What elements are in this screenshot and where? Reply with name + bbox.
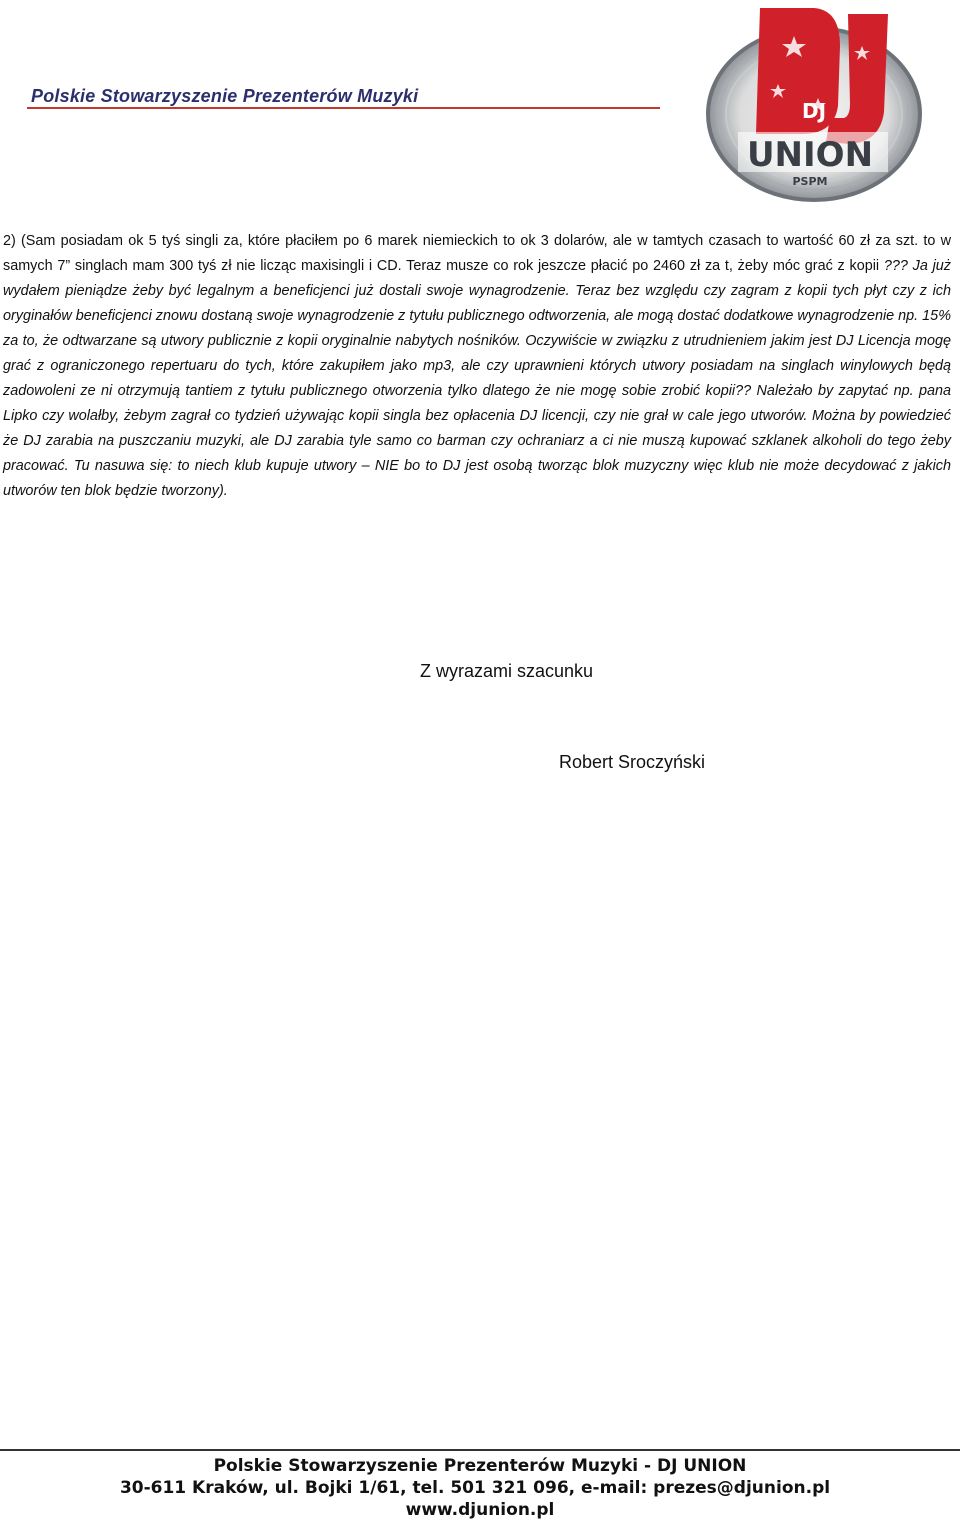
logo-dj-text: DJ — [801, 99, 827, 123]
dj-union-logo — [698, 6, 924, 202]
letter-body — [3, 229, 951, 504]
footer-divider — [0, 1449, 960, 1451]
footer-address: 30-611 Kraków, ul. Bojki 1/61, tel. 501 321 096, e-mail: prezes@djunion.pl — [119, 1478, 831, 1498]
letter-body-part2: ??? Ja już wydałem pieniądze żeby być legalnym a beneficjenci już dostali swoje wynagrodzenie. Teraz bez względu czy zagram z kopii tych płyt czy z ich oryginałów beneficjenci znowu dostaną swoje wynagrodzenie z tytułu publicznego odtworzenia, ale mogą dostać dodatkowe wynagrodzenie np. 15% za to, że odtwarzane są utwory publicznie z kopii oryginalnie nabytych nośników. Oczywiście w związku z utrudnieniem jakim jest DJ Licencja mogę grać z ograniczonego repertuaru do tych, które zakupiłem jako mp3, ale czy uprawnieni których utwory posiadam na singlach winylowych będą zadowoleni ze ni otrzymują tantiem z tytułu publicznego otworzenia tylko dlatego że nie mogę sobie zrobić kopii?? Należało by zapytać np. pana Lipko czy wolałby, żebym zagrał co tydzień używając kopii singla bez opłacenia DJ licencji, czy nie grał w cale jego utworów. Można by powiedzieć że DJ zarabia na puszczaniu muzyki, ale DJ zarabia tyle samo co barman czy ochraniarz a ci nie muszą kupować szklanek alkoholi do tego żeby pracować. Tu nasuwa się: to niech klub kupuje utwory – NIE bo to DJ jest osobą tworząc blok muzyczny więc klub nie może decydować z jakich utworów ten blok będzie tworzony). — [3, 258, 952, 499]
header-divider — [27, 107, 660, 109]
letter-body-part1: 2) (Sam posiadam ok 5 tyś singli za, które płaciłem po 6 marek niemieckich to ok 3 dolarów, ale w tamtych czasach to wartość 60 zł za szt. to w samych 7” singlach mam 300 tyś zł nie licząc maxisingli i CD. Teraz musze co rok jeszcze płacić po 2460 zł za t, żeby móc grać z kopii — [3, 233, 951, 274]
footer — [0, 1455, 960, 1521]
footer-website: www.djunion.pl — [405, 1500, 555, 1520]
dj-union-logo-graphic — [698, 6, 924, 202]
signature-name: Robert Sroczyński — [559, 752, 706, 772]
closing-salutation: Z wyrazami szacunku — [420, 661, 594, 681]
organization-header: Polskie Stowarzyszenie Prezenterów Muzyki — [31, 86, 419, 106]
footer-organization: Polskie Stowarzyszenie Prezenterów Muzyki - DJ UNION — [213, 1456, 747, 1476]
logo-union-text: UNION — [746, 135, 874, 175]
logo-pspm-text: PSPM — [792, 175, 828, 188]
